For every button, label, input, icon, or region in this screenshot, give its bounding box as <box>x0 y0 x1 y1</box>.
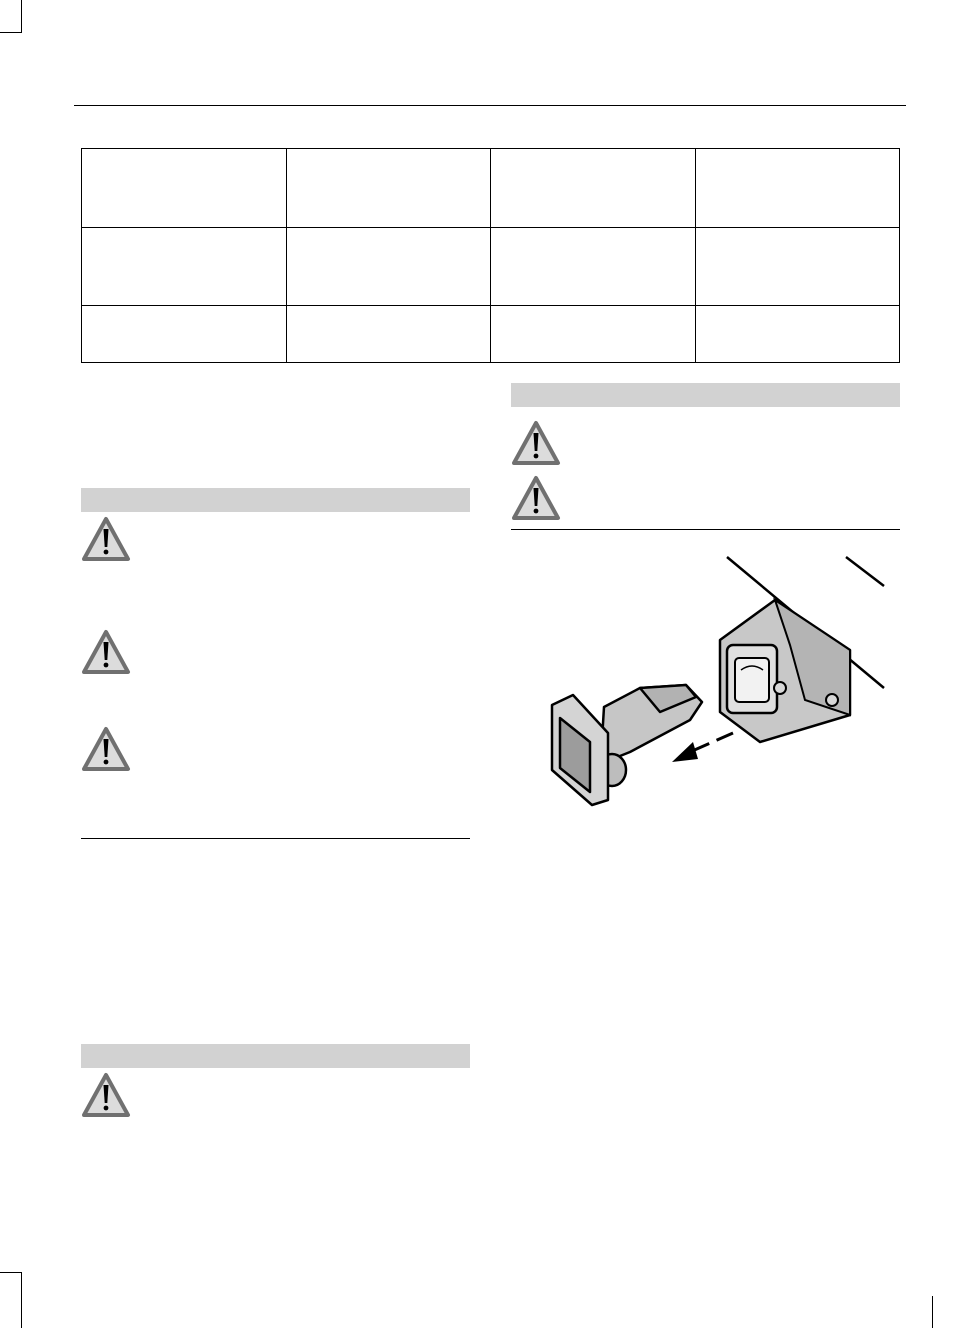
table-cell <box>286 228 491 306</box>
section-heading-bar <box>81 1044 470 1068</box>
table-cell <box>695 228 900 306</box>
warning-triangle-icon <box>511 420 561 466</box>
crop-mark-bottom-right <box>932 1296 933 1328</box>
table-cell <box>695 149 900 228</box>
table-cell <box>695 306 900 363</box>
warning-triangle-icon <box>81 629 131 675</box>
table-row <box>82 149 900 228</box>
warning-triangle-icon <box>511 475 561 521</box>
crop-mark-bottom-left <box>0 1272 21 1273</box>
warning-triangle-icon <box>81 726 131 772</box>
removal-arrow <box>690 733 733 752</box>
section-end-rule <box>511 529 900 530</box>
tow-hook <box>552 685 702 805</box>
warning-triangle-icon <box>81 516 131 562</box>
section-heading-bar <box>511 383 900 407</box>
table-cell <box>491 149 696 228</box>
crop-mark-bottom-left-vertical <box>21 1272 22 1328</box>
table-row <box>82 228 900 306</box>
table-cell <box>82 306 287 363</box>
warning-triangle-icon <box>81 1072 131 1118</box>
bolt <box>774 682 786 694</box>
table-cell <box>286 149 491 228</box>
table-row <box>82 306 900 363</box>
section-end-rule <box>81 838 470 839</box>
table-cell <box>491 306 696 363</box>
crop-mark-top-left <box>0 32 21 33</box>
table-cell <box>491 228 696 306</box>
table-cell <box>82 149 287 228</box>
bolt <box>826 694 838 706</box>
section-heading-bar <box>81 488 470 512</box>
header-rule <box>74 105 906 106</box>
crop-mark-top-left-vertical <box>21 0 22 33</box>
table-cell <box>286 306 491 363</box>
tow-hook-removal-illustration <box>540 545 900 815</box>
table-cell <box>82 228 287 306</box>
specification-table <box>81 148 900 363</box>
